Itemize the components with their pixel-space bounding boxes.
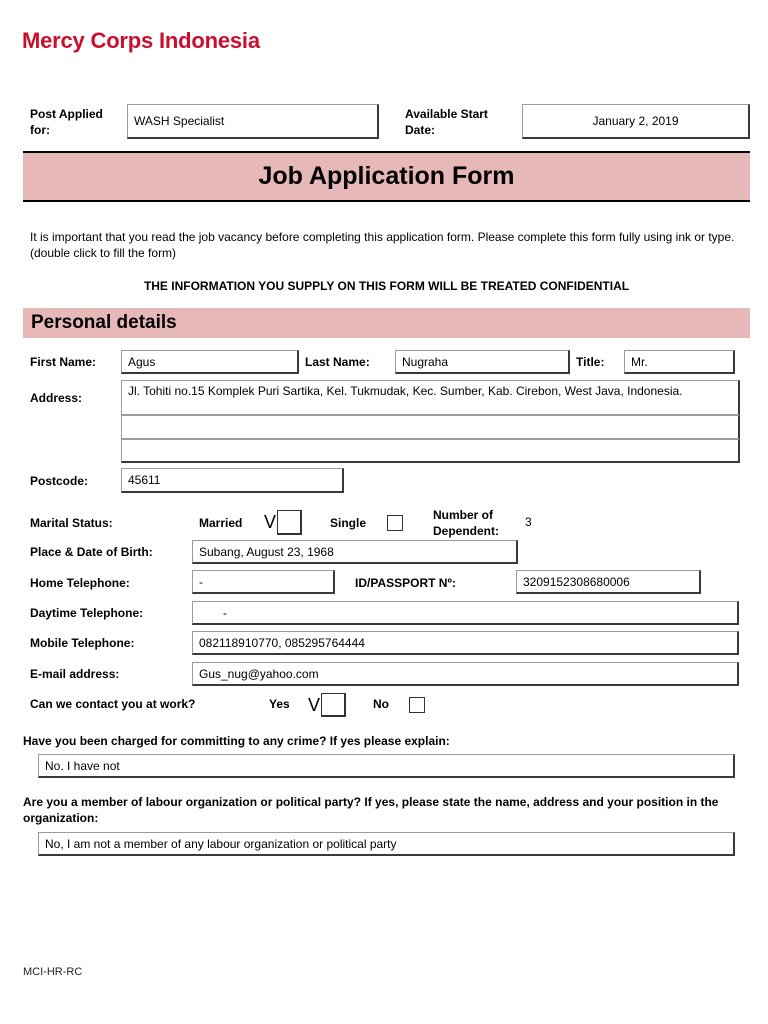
post-applied-label: Post Applied for: bbox=[30, 107, 103, 137]
form-title: Job Application Form bbox=[23, 151, 750, 202]
home-phone-label: Home Telephone: bbox=[30, 576, 130, 590]
contact-yes-check-mark: V bbox=[308, 695, 321, 715]
contact-no-checkbox[interactable] bbox=[409, 697, 425, 713]
postcode-field[interactable]: 45611 bbox=[121, 468, 344, 493]
married-checkbox[interactable] bbox=[277, 510, 302, 535]
intro-text: It is important that you read the job vacancy before completing this application form. Please complete this form fully using ink or type. (double click to fill the form) bbox=[30, 230, 735, 260]
dependents-value: 3 bbox=[525, 515, 532, 529]
address-line-1[interactable]: Jl. Tohiti no.15 Komplek Puri Sartika, Kel. Tukmudak, Kec. Sumber, Kab. Cirebon, West Java, Indonesia. bbox=[121, 380, 740, 415]
org-logo-text: Mercy Corps Indonesia bbox=[22, 28, 260, 53]
birth-field[interactable]: Subang, August 23, 1968 bbox=[192, 540, 518, 564]
start-date-label: Available Start Date: bbox=[405, 107, 488, 137]
marital-status-label: Marital Status: bbox=[30, 516, 113, 530]
mobile-phone-field[interactable]: 082118910770, 085295764444 bbox=[192, 631, 739, 655]
married-label: Married bbox=[199, 516, 243, 530]
title-field[interactable]: Mr. bbox=[624, 350, 735, 374]
postcode-label: Postcode: bbox=[30, 474, 89, 488]
last-name-label: Last Name: bbox=[305, 355, 370, 369]
title-label: Title: bbox=[576, 355, 605, 369]
first-name-label: First Name: bbox=[30, 355, 97, 369]
crime-answer-field[interactable]: No. I have not bbox=[38, 754, 735, 778]
daytime-phone-field[interactable]: - bbox=[192, 601, 739, 625]
passport-label: ID/PASSPORT Nº: bbox=[355, 576, 456, 590]
daytime-phone-label: Daytime Telephone: bbox=[30, 606, 144, 620]
last-name-field[interactable]: Nugraha bbox=[395, 350, 570, 374]
passport-field[interactable]: 3209152308680006 bbox=[516, 570, 701, 594]
crime-question: Have you been charged for committing to any crime? If yes please explain: bbox=[23, 734, 450, 748]
labour-answer-field[interactable]: No, I am not a member of any labour organization or political party bbox=[38, 832, 735, 856]
contact-no-label: No bbox=[373, 697, 389, 711]
mobile-phone-label: Mobile Telephone: bbox=[30, 636, 135, 650]
address-line-2[interactable] bbox=[121, 415, 740, 439]
footer-code: MCI-HR-RC bbox=[23, 966, 83, 978]
personal-details-heading: Personal details bbox=[23, 308, 750, 338]
contact-yes-checkbox[interactable] bbox=[321, 693, 346, 717]
email-field[interactable]: Gus_nug@yahoo.com bbox=[192, 662, 739, 686]
single-checkbox[interactable] bbox=[387, 515, 403, 531]
address-label: Address: bbox=[30, 391, 83, 405]
confidential-notice: THE INFORMATION YOU SUPPLY ON THIS FORM WILL BE TREATED CONFIDENTIAL bbox=[143, 279, 630, 293]
labour-question: Are you a member of labour organization or political party? If yes, please state the name, address and your position in the organization: bbox=[23, 795, 719, 825]
dependents-label: Number of Dependent: bbox=[433, 508, 499, 538]
email-label: E-mail address: bbox=[30, 667, 120, 681]
single-label: Single bbox=[330, 516, 367, 530]
address-line-3[interactable] bbox=[121, 439, 740, 463]
first-name-field[interactable]: Agus bbox=[121, 350, 299, 374]
married-check-mark: V bbox=[264, 512, 277, 532]
contact-work-label: Can we contact you at work? bbox=[30, 697, 196, 711]
start-date-field[interactable]: January 2, 2019 bbox=[522, 104, 750, 139]
contact-yes-label: Yes bbox=[269, 697, 290, 711]
post-applied-field[interactable]: WASH Specialist bbox=[127, 104, 379, 139]
birth-label: Place & Date of Birth: bbox=[30, 545, 153, 559]
home-phone-field[interactable]: - bbox=[192, 570, 335, 594]
